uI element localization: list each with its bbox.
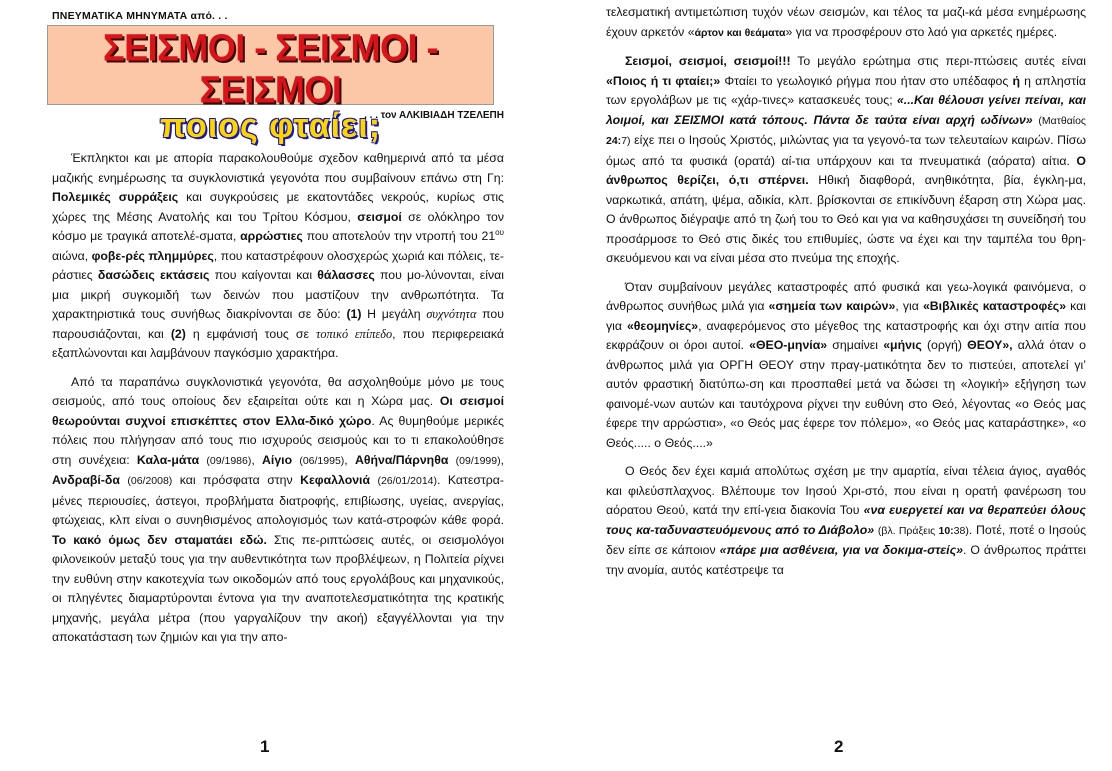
paragraph: τελεσματική αντιμετώπιση τυχόν νέων σεισμών, και τέλος τα μαζι-κά μέσα ενημέρωσης έχουν αρκετόν «άρτον και θεάματα» για να προσφέρουν στο λαό για αρκετές ημέρες. [606, 5, 1086, 39]
page-1-body [52, 149, 504, 657]
paragraph: Από τα παραπάνω συγκλονιστικά γεγονότα, θα ασχοληθούμε μόνο με τους σεισμούς, από τους οποίους δεν εξαιρείται ούτε και η Χώρα μας. Οι σεισμοί θεωρούνται συχνοί επισκέπτες στον Ελλα-δικό χώρο. Ας θυμηθούμε μερικές πόλεις που πλήγησαν από τους πιο ισχυρούς σεισμούς και το τι επακολούθησε στη συνέχεια: Καλα-μάτα (09/1986), Αίγιο (06/1995), Αθήνα/Πάρνηθα (09/1999), Ανδραβί-δα (06/2008) και πρόσφατα στην Κεφαλλονιά (26/01/2014). Κατεστρα-μένες περιουσίες, άστεγοι, προβλήματα διατροφής, επιβίωσης, υγείας, ανεργίας, φτώχειας, κλπ είναι ο συνηθισμένος απολογισμός των κατά-στροφών κάθε φορά. Το κακό όμως δεν σταματάει εδώ. Στις πε-ριπτώσεις αυτές, οι σεισμολόγοι φιλονεικούν μεταξύ τους για την αυθεντικότητα των προβλέψεων, η Πολιτεία ρίχνει την ευθύνη στην κακοτεχνία των οικοδομών από τους εργολάβους και μηχανικούς, οι πληγέντες διαμαρτύρονται έντονα για την αναποτελεσματικότητα της κρατικής μηχανής, μεγάλα μέτρα (που γαργαλίζουν την ακοή) εξαγγέλλονται για την αποκατάσταση των ζημιών και για την απο- [52, 374, 505, 644]
author-line: . . . τον ΑΛΚΙΒΙΑΔΗ ΤΖΕΛΕΠΗ [364, 110, 504, 121]
page-number: 2 [834, 737, 844, 756]
kicker-heading: ΠΝΕΥΜΑΤΙΚΑ ΜΗΝΥΜΑΤΑ από. . . [52, 10, 228, 22]
page-1 [52, 0, 504, 771]
banner-title: ΣΕΙΣΜΟΙ - ΣΕΙΣΜΟΙ - ΣΕΙΣΜΟΙ [103, 25, 438, 111]
page-2-body [606, 3, 1086, 589]
paragraph: Έκπληκτοι και με απορία παρακολουθούμε σχεδον καθημερινά από τα μέσα μαζικής ενημέρωσης τα συγκλονιστικά γεγονότα που συμβαίνουν επάνω στη Γη: Πολεμικές συρράξεις και συγκρούσεις με εκατοντάδες νεκρούς, κυρίως στις χώρες της Μέσης Ανατολής και του Τρίτου Κόσμου, σεισμοί σε ολόκληρο τον κόσμο με τραγικά αποτελέ-σματα, αρρώστιες που αποτελούν την ντροπή του $21^{o\upsilon}$ αιώνα, φοβε-ρές πλημμύρες, που καταστρέφουν ολοσχερώς χωριά και πόλεις, τε-ράστιες δασώδεις εκτάσεις που καίγονται και θάλασσες που μο-λύνονται, είναι μια μικρή συγκομιδή των δεινών που μαστίζουν την ανθρωπότητα. Τα χαρακτηριστικά τους συνήθως διακρίνονται σε δύο: (1) Η μεγάλη συχνότητα που παρουσιάζονται, και (2) η εμφάνισή τους σε τοπικό επίπεδο, που περιφερειακά εξαπλώνονται και λαμβάνουν παγκόσμιο χαρακτήρα. [52, 151, 505, 360]
page-2 [606, 0, 1086, 771]
page-number: 1 [260, 737, 270, 756]
paragraph: Ο Θεός δεν έχει καμιά απολύτως σχέση με την αμαρτία, είναι τέλεια άγιος, αγαθός και φιλεύσπλαχνος. Βλέπουμε τον Ιησού Χρι-στό, που είναι η ορατή φανέρωση του αόρατου Θεού, κατά την επί-γεια διακονία Του «να ευεργετεί και να θεραπεύει όλους τους κα-ταδυναστευόμενους από το Διάβολο» (βλ. Πράξεις 10:38). Ποτέ, ποτέ ο Ιησούς δεν είπε σε κάποιον «πάρε μια ασθένεια, για να δοκιμα-στείς». Ο άνθρωπος πράττει την ανομία, αυτός κατέστρεψε τα [606, 464, 1087, 577]
paragraph: Όταν συμβαίνουν μεγάλες καταστροφές από φυσικά και γεω-λογικά φαινόμενα, ο άνθρωπος συνήθως μιλά για «σημεία των καιρών», για «Βιβλικές καταστροφές» και για «θεομηνίες», αναφερόμενος στο μέγεθος της καταστροφής και όχι στην αιτία που εκφράζουν οι όροι αυτοί. «ΘΕΟ-μηνία» σημαίνει «μήνις (οργή) ΘΕΟΥ», αλλά όταν ο άνθρωπος μιλά για ΟΡΓΗ ΘΕΟΥ στην πραγ-ματικότητα δεν το πιστεύει, αποτελεί γι’ αυτόν φραστική διατύπω-ση και προσπαθεί μετά να δώσει τη «λογική» εξήγηση των φαινομέ-νων αυτών και ταυτόχρονα ρίχνει την ευθύνη στο Θεό, λέγοντας «ο Θεός μας έφερε την αρρώστια», «ο Θεός μας έφερε τον πόλεμο», «ο Θεός μας καταράστηκε», «ο Θεός..... ο Θεός....» [606, 279, 1086, 450]
banner-subtitle: ποιος φταίει; [159, 107, 382, 145]
paragraph: Σεισμοί, σεισμοί, σεισμοί!!! Το μεγάλο ερώτημα στις περι-πτώσεις αυτές είναι «Ποιος ή τι φταίει;» Φταίει το γεωλογικό ρήγμα που ήταν στο υπέδαφος ή η απληστία των εργολάβων με τις «χάρ-τινες» κατασκευές τους; «...Και θέλουσι γείνει πείναι, και λοιμοί, και ΣΕΙΣΜΟΙ κατά τόπους. Πάντα δε ταύτα είναι αρχή ωδίνων» (Ματθαίος 24:7) είχε πει ο Ιησούς Χριστός, μιλώντας για τα γεγονό-τα των τελευταίων καιρών. Πίσω όμως από τα φυσικά (ορατά) αί-τια υπάρχουν και τα πνευματικά (αόρατα) αίτια. Ο άνθρωπος θερίζει, ό,τι σπέρνει. Ηθική διαφθορά, ανηθικότητα, βία, έγκλη-μα, ναρκωτικά, απάτη, ψέμα, αδικία, κλπ. βρίσκονται σε επικίνδυνη έξαρση στη Χώρα μας. Ο άνθρωπος διέγραψε από τη ζωή του το Θεό και για να καθησυχάσει τη συνείδησή του προσάρμοσε το Θεό στις δικές του επιθυμίες, ώστε να έχει και την ταμπέλα του θρη-σκευόμενου και να είναι μέσα στο πνεύμα της εποχής. [606, 54, 1087, 265]
